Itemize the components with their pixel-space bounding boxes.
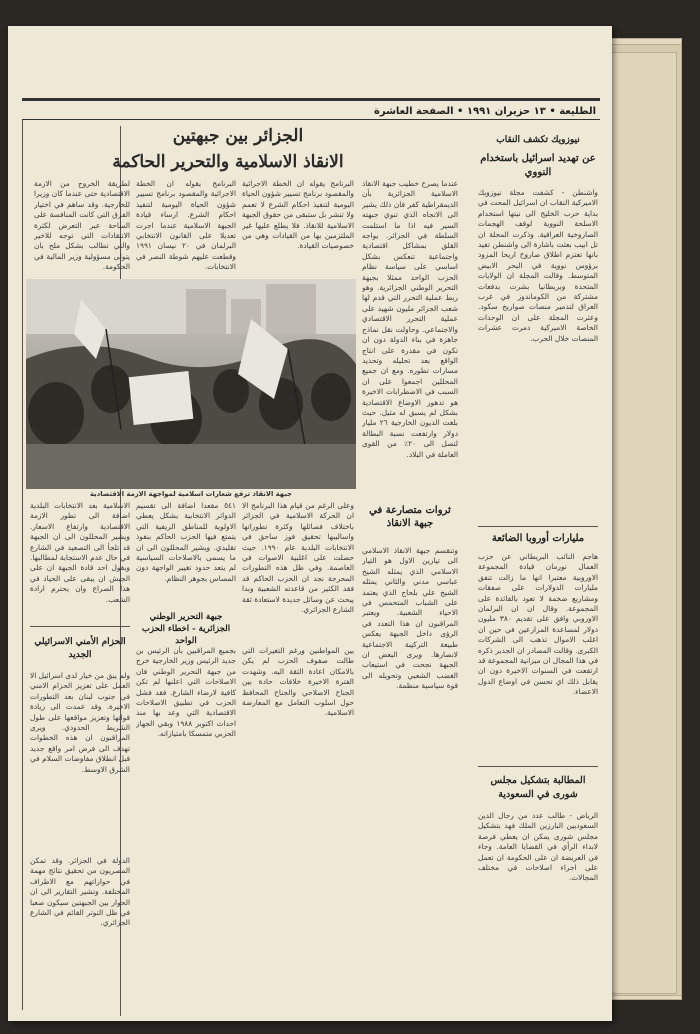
article-column-l: الدولة في الجزائر. وقد تمكن المصريون من تحقيق نتائج مهمة في حواراتهم مع الاطراف المختلفة. وتشير التقارير الى ان الحوار بين الجبهتين سيكون صعبا في ظل التوتر القائم في الشارع الجزائري. (30, 856, 130, 928)
shura-rule (478, 766, 598, 767)
article-column-a: عندما يصرح خطيب جبهة الانقاذ الاسلامية الجزائرية بأن الديمقراطية كفر فان ذلك يشير الى الاتجاه الذي تنوي جبهته السير فيه اذا ما استلمت السلطة في الجزائر. يواجه القلق بمشاكل اقتصادية واجتماعية تنعكس بشكل اساسي على سياسة نظام الحزب الواحد ممثلا بجبهة التحرير الوطني الجزائرية. وهو ربط عملية التحرر التي قدم لها شعب الجزائر مليون شهيد على عملية التحرر الاقتصادي والاجتماعي. وحاولت نقل نماذج جاهزة في بناء الدولة دون ان تكون في مقدرة على انتاج الواقع بعد تحليله وتحديد مسارات تطوره. ومع ان جميع المحللين اجمعوا على ان السبب في الاضطرابات الاخيرة هو تدهور الاوضاع الاقتصادية بشكل لم يسبق له مثيل. حيث بلغت الديون الخارجية ٢٦ مليار دولار وارتفعت نسبة البطالة لتصل الى ٢٠٪ من القوى العاملة في البلاد. (362, 179, 458, 459)
newsweek-text: واشنطن - كشفت مجلة نيوزويك الاميركية النقاب ان اسرائيل المحت في بداية حرب الخليج الى نيتها استخدام الاسلحة النووية لوقف الهجمات الصاروخية العراقية. وذكرت المجلة ان تل ابيب بعثت باشارة الى واشنطن تفيد بانها تعتزم اطلاق صاروخ اريحا المزود برؤوس نووية في البحر الابيض المتوسط. وقالت المجلة ان الولايات المتحدة وبريطانيا بشرت بدفعات مشتركة من الكوماندوز في غرب العراق لتدمير منصات صواريخ سكود. وعثرت المجلة على ان الوحدات الخاصة الاميركية دمرت عشرات المنصات خلال الحرب. (478, 188, 598, 343)
article-column-f: ٥٤١ مقعدا اضافة الى تقسيم الدوائر الانتخابية بشكل يعطي الاولوية للمناطق الريفية التي يتمتع فيها الحزب الحاكم بنفوذ تقليدي. ويشير المحللون الى ان ما يسمى بالاصلاحات السياسية لم يتعد حدود تغيير الواجهة دون المساس بجوهر النظام. (136, 501, 236, 583)
shura-heading: المطالبة بتشكيل مجلس شورى في السعودية (490, 775, 586, 800)
page-border-left (22, 120, 23, 1010)
newsweek-headline: عن تهديد اسرائيل باستخدام النووي (480, 153, 596, 178)
article-column-g: الاسلامية بعد الانتخابات البلدية اضافة الى تطور الازمة الاقتصادية وارتفاع الاسعار. ويشير المحللون الى ان الجبهة قد تلجأ الى التصعيد في الشارع في حال عدم الاستجابة لمطالبها. ويقول احد قادة الجبهة ان على الجيش ان يبقى على الحياد في هذا الصراع وان يحترم ارادة الشعب. (30, 501, 130, 604)
shura-text: الرياض - طالب عدد من رجال الدين السعوديين البارزين الملك فهد بتشكيل مجلس شورى يمكن ان يعطي فرصة لابداء الرأي في القضايا العامة. وجاء في العريضة ان على الحكومة ان تعمل على اجراء اصلاحات في مختلف المجالات. (478, 811, 598, 883)
tharwat-heading: ثروات متصارعة في جبهة الانقاذ (369, 505, 451, 529)
article-column-c: البرنامج يقوله ان الخطة الاجرائية والمقصود برنامج تسيير شؤون الحياة اليومية لتنفيذ احكام الشرع. ارساء قيادة الجبهة الاسلامية عندما اجرت تعديلا على القانون الانتخابي البرلمان في ٢٠ نيسان ١٩٩١ وقطعت عليهم شوطة النصر في الانتخابات. (136, 179, 236, 272)
europe-text: هاجم النائب البريطاني عن حزب العمال نورمان قيادة المجموعة الاوروبية معتبرا انها ما زالت تنفق مليارات الدولارات على صفقات ومشاريع ضخمة لا تعود بالفائدة على المجموعة. وقال ان ان البرلمان الاوروبي وافق على تقديم ٣٨٠ مليون دولار لمساعدة المزارعين في حين ان اغلب الاموال تذهب الى الشركات الكبرى. وقالت المصادر ان الجدير ذكره في هذا المجال ان ميزانية المجموعة قد ارتفعت في السنوات الاخيرة دون ان يقابل ذلك اي تحسن في اوضاع الدول الاعضاء. (478, 552, 598, 697)
newsweek-kicker: نيوزويك تكشف النقاب (496, 135, 580, 145)
article-column-j: بين المواطنين ورغم التغيرات التي طالت صفوف الحزب لم يكن بالامكان اعادة الثقة اليه. وشهدت الفترة الاخيرة خلافات حادة بين الجناح الاصلاحي والجناح المحافظ حول اسلوب التعامل مع المعارضة الاسلامية. (242, 646, 354, 718)
page-header (22, 98, 600, 120)
haram-rule (30, 626, 130, 627)
article-column-d: لطريقة الخروج من الازمة الاقتصادية حتى عندما كان وزيرا للخارجية. وقد ساهم في اختيار الفرق التي كانت المنافسة على الساحة عبر التعرض لكثرة الانتقادات التي توجه للاخير والتي تطالب بشكل ملح بان يتولى مسؤولية وزير المالية في الحكومة. (34, 179, 130, 272)
photo-caption: جبهة الانقاذ ترفع شعارات اسلامية لمواجهة الازمة الاقتصادية (90, 490, 292, 498)
article-column-h: وتنقسم جبهة الانقاذ الاسلامي الى تيارين الاول هو التيار الاسلامي الذي يمثله الشيخ عباسي مدني والثاني يمثله الشيخ علي بلحاج الذي يعتمد على الشباب المتحمس في الاحياء الشعبية. ويعتبر المراقبون ان هذا التعدد في الرؤى داخل الجبهة يعكس طبيعة التركيبة الاجتماعية لانصارها. ويرى البعض ان الجبهة نجحت في استيعاب الغضب الشعبي وتحويله الى قوة سياسية منظمة. (362, 546, 458, 691)
haram-heading: الحزام الأمني الاسرائيلي الجديد (34, 637, 126, 660)
europe-rule (478, 526, 598, 527)
edition-line: الطليعة • ١٣ حزيران ١٩٩١ • الصفحة العاشرة (373, 106, 596, 117)
protest-photo (26, 279, 356, 489)
newspaper-page (8, 26, 612, 1021)
main-headline: الجزائر بين جبهتين (172, 126, 304, 146)
europe-heading: مليارات أوروبا الضائعة (491, 533, 585, 544)
main-subheadline: الانقاذ الاسلامية والتحرير الحاكمة (112, 152, 344, 172)
article-column-b: البرنامج يقوله ان الخطة الاجرائية والمقصود برنامج تسيير شؤون الحياة اليومية لتنفيذ احكام الشرع لا تعمم ولا تنشر بل ستبقى من حقوق الجبهة الاسلامية للانقاذ. فلا يطلع عليها غير الملتزمين بها من القيادات وهي من خصوصيات القيادة. (242, 179, 354, 251)
article-column-e: وعلى الرغم من قيام هذا البرنامج الا ان الحركة الاسلامية في الجزائر باختلاف فصائلها وكثرة تطوراتها واساليبها تحقيق فوز ساحق في الانتخابات البلدية عام ١٩٩٠. حيث حصلت على اغلبية الاصوات في العاصمة. وفي ظل هذه التطورات المحرجة نجد ان الحزب الحاكم قد فقد الكثير من قاعدته الشعبية وبدا يبحث عن وسائل جديدة لاستعادة ثقة الشارع الجزائري. (242, 501, 354, 615)
article-column-k: ولم يبق من خيار لدى اسرائيل الا العمل على تعزيز الحزام الامني في جنوب لبنان بعد التطورات الاخيرة. وقد عمدت الى زيادة قواتها وتعزيز مواقعها على طول الشريط الحدودي. ويرى المراقبون ان هذه الخطوات تهدف الى فرض امر واقع جديد قبل انطلاق مفاوضات السلام في الشرق الاوسط. (30, 671, 130, 774)
article-column-i: بجميع المراقبين بأن الرئيس بن جديد الرئيس وزير الخارجية خرج من جبهة التحرير الوطني فان الاصلاحات التي اعلنها لم تكن كافية لارضاء الشارع. فقد فشل الحزب في تطبيق الاصلاحات الاقتصادية التي وعد بها منذ احداث اكتوبر ١٩٨٨ وبقي الجهاز الحزبي متمسكا بامتيازاته. (136, 646, 236, 739)
tahrir-heading: جبهة التحرير الوطني الجزائرية - اخطاء الحزب الواحد (141, 612, 231, 646)
